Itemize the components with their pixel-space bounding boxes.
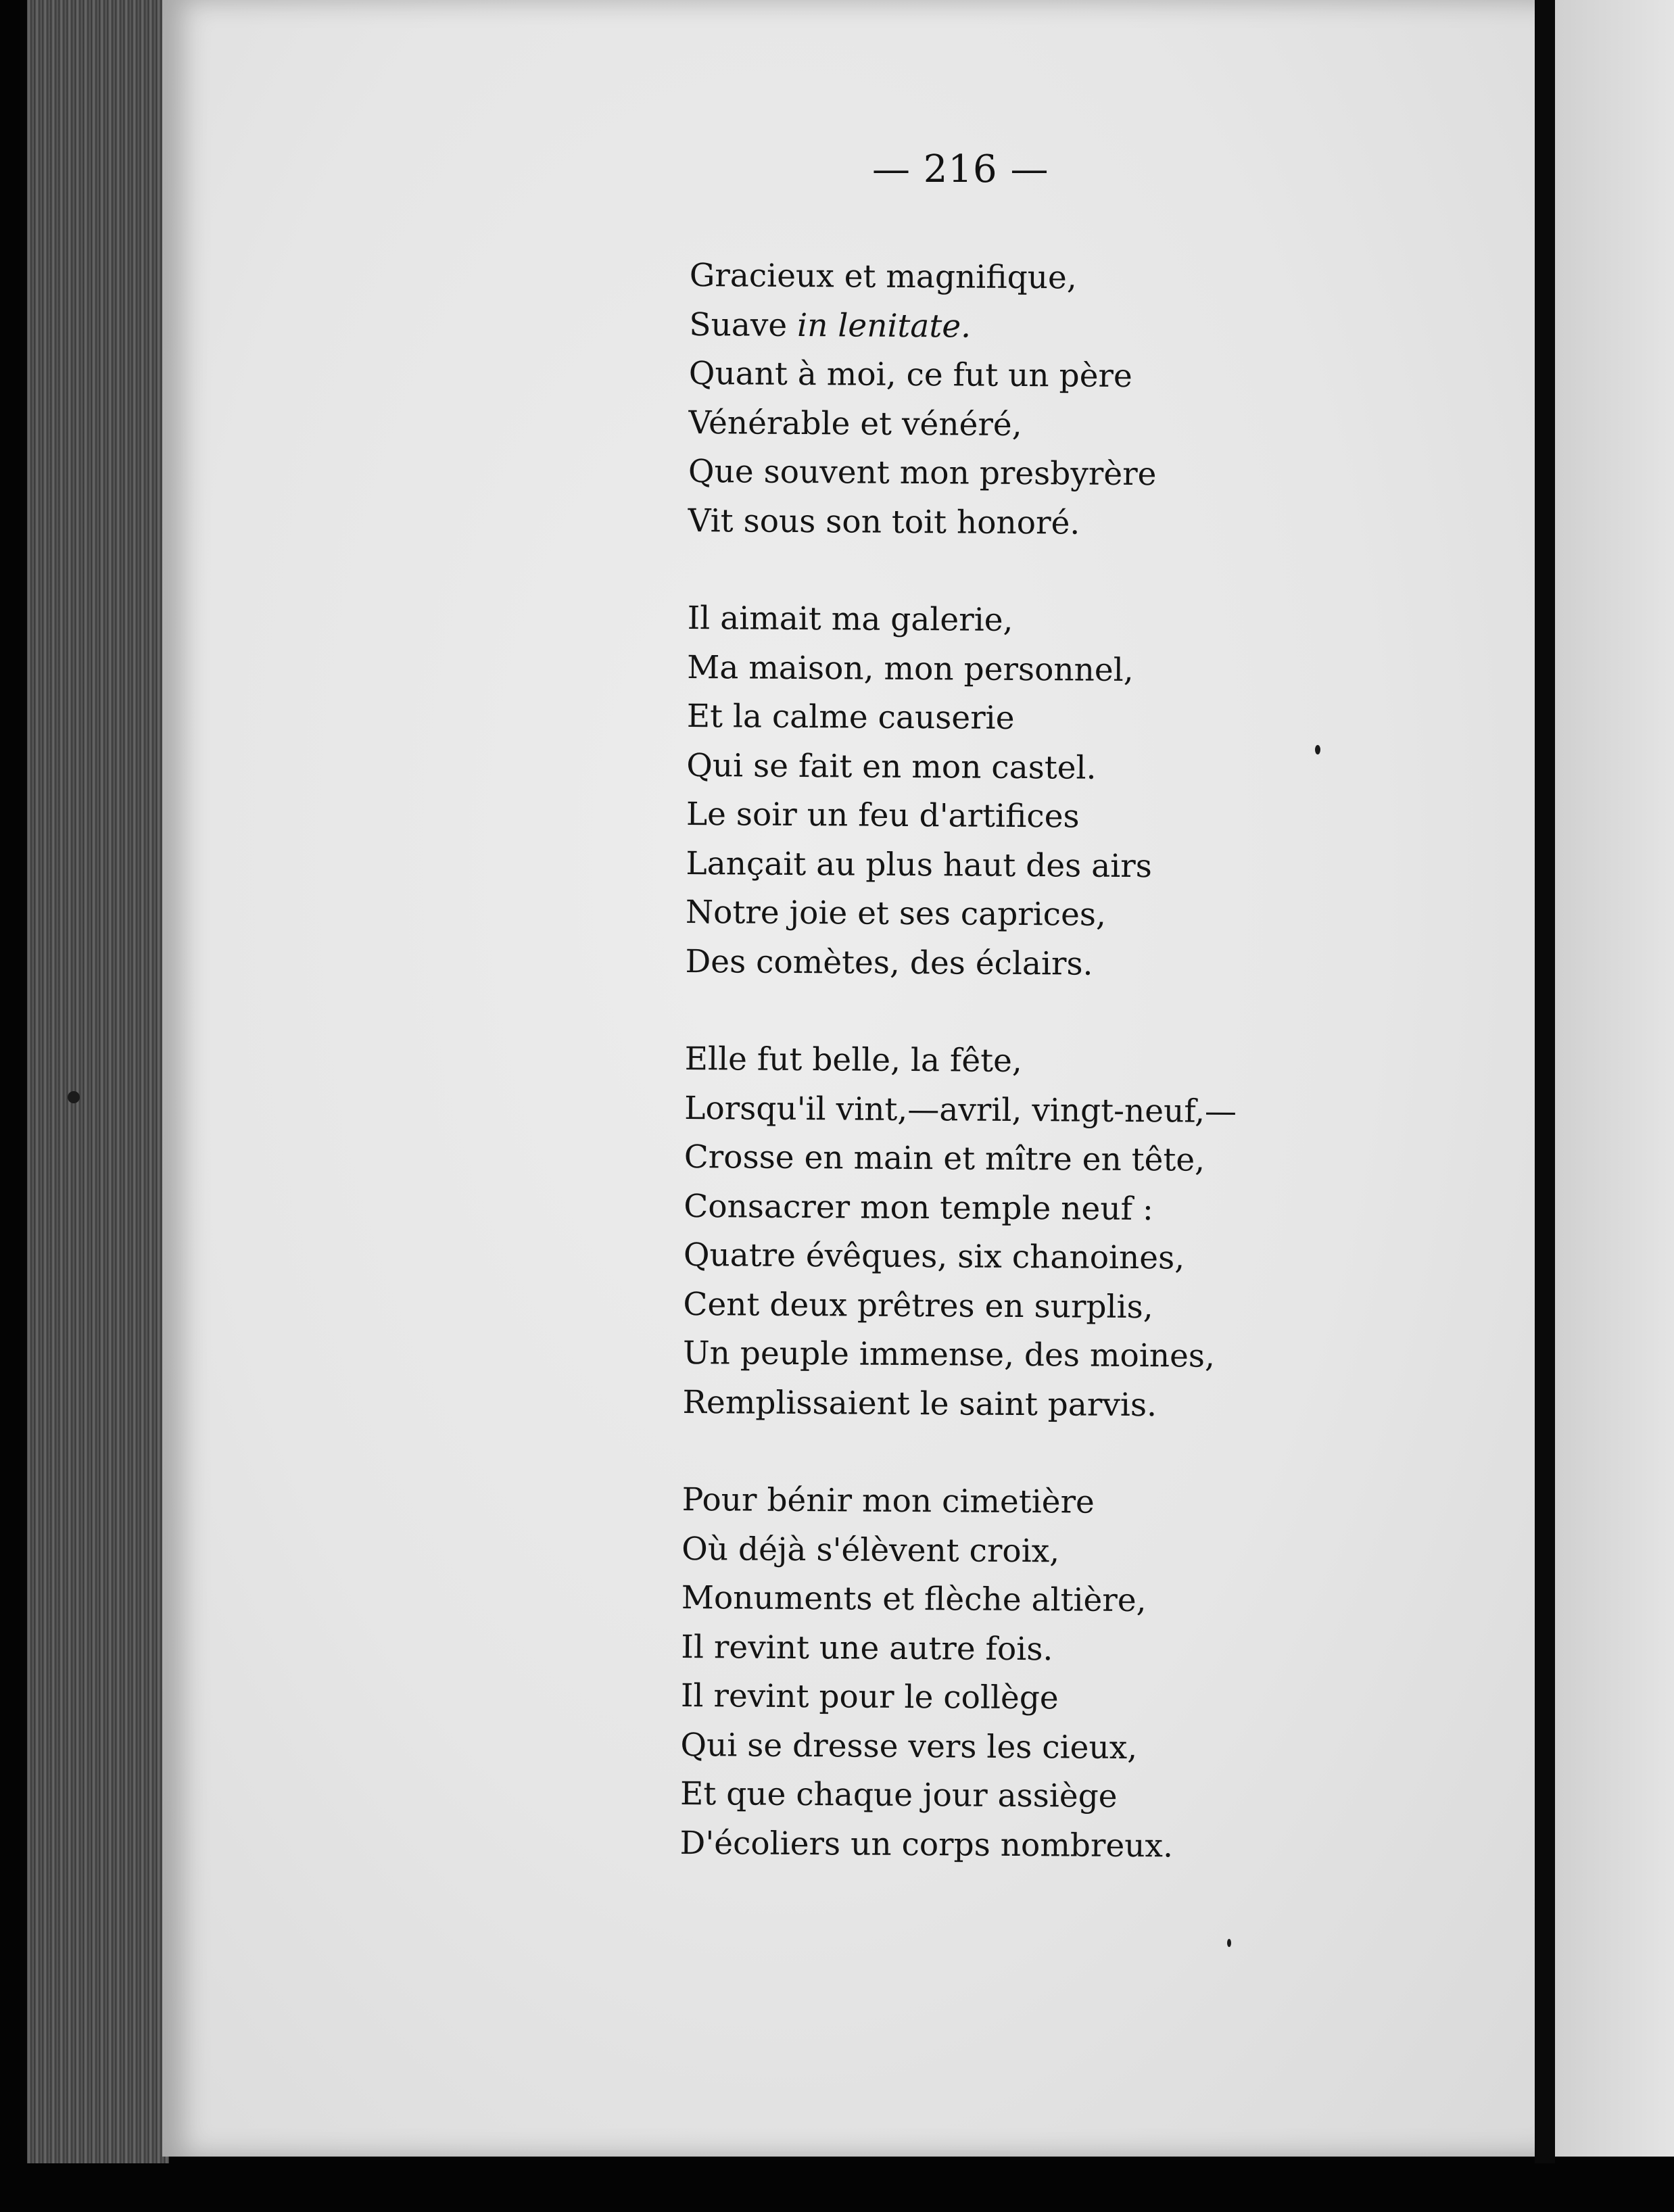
stanza: [688, 251, 1241, 549]
poem-line: Le soir un feu d'artifices: [686, 795, 1080, 836]
poem-line: [689, 300, 1241, 352]
poem-line: Où déjà s'élèvent croix,: [681, 1530, 1060, 1570]
poem-line: Des comètes, des éclairs.: [685, 942, 1093, 983]
ink-speck: [1315, 745, 1320, 754]
poem-line: Notre joie et ses caprices,: [685, 893, 1107, 934]
stanza: [685, 594, 1239, 990]
poem-line: Gracieux et magnifique,: [689, 256, 1077, 297]
poem-text: [679, 251, 1242, 1920]
poem-line: Cent deux prêtres en surplis,: [683, 1285, 1153, 1326]
page-gutter: [1535, 0, 1555, 2163]
page-stack-edges: [27, 0, 169, 2163]
facing-page-edge: [1555, 0, 1674, 2157]
poem-line: Il revint pour le collège: [680, 1677, 1059, 1717]
poem-line: Que souvent mon presbyrère: [688, 452, 1157, 494]
stanza: [682, 1035, 1237, 1430]
poem-line: Et que chaque jour assiège: [679, 1775, 1118, 1815]
poem-line: Elle fut belle, la fête,: [684, 1040, 1022, 1080]
poem-line-italic: in lenitate.: [796, 306, 972, 345]
poem-line: Consacrer mon temple neuf :: [684, 1187, 1153, 1228]
stanza: [679, 1476, 1234, 1871]
page-number: — 216 —: [872, 147, 1049, 191]
poem-line: Crosse en main et mître en tête,: [684, 1138, 1205, 1179]
poem-line: D'écoliers un corps nombreux.: [679, 1824, 1174, 1865]
poem-line: Qui se dresse vers les cieux,: [680, 1726, 1138, 1766]
poem-line: Remplissaient le saint parvis.: [682, 1383, 1157, 1424]
poem-line: Et la calme causerie: [686, 697, 1015, 737]
poem-line: Il aimait ma galerie,: [687, 599, 1013, 639]
poem-line: Il revint une autre fois.: [681, 1628, 1053, 1668]
poem-line: Ma maison, mon personnel,: [687, 648, 1134, 689]
ink-speck: [68, 1091, 80, 1103]
poem-line: Vénérable et vénéré,: [688, 404, 1022, 443]
poem-line: Lançait au plus haut des airs: [686, 844, 1153, 885]
poem-line: Pour bénir mon cimetière: [681, 1481, 1095, 1521]
poem-line: Lorsqu'il vint,—avril, vingt-neuf,—: [684, 1089, 1237, 1130]
poem-line: Qui se fait en mon castel.: [686, 746, 1097, 787]
ink-speck: [1227, 1939, 1231, 1947]
poem-line: Un peuple immense, des moines,: [682, 1334, 1216, 1375]
poem-line: Monuments et flèche altière,: [681, 1579, 1147, 1620]
poem-line-text: Suave: [689, 306, 798, 344]
poem-line: Vit sous son toit honoré.: [688, 502, 1080, 542]
poem-line: Quant à moi, ce fut un père: [688, 354, 1132, 395]
poem-line: Quatre évêques, six chanoines,: [683, 1236, 1185, 1277]
